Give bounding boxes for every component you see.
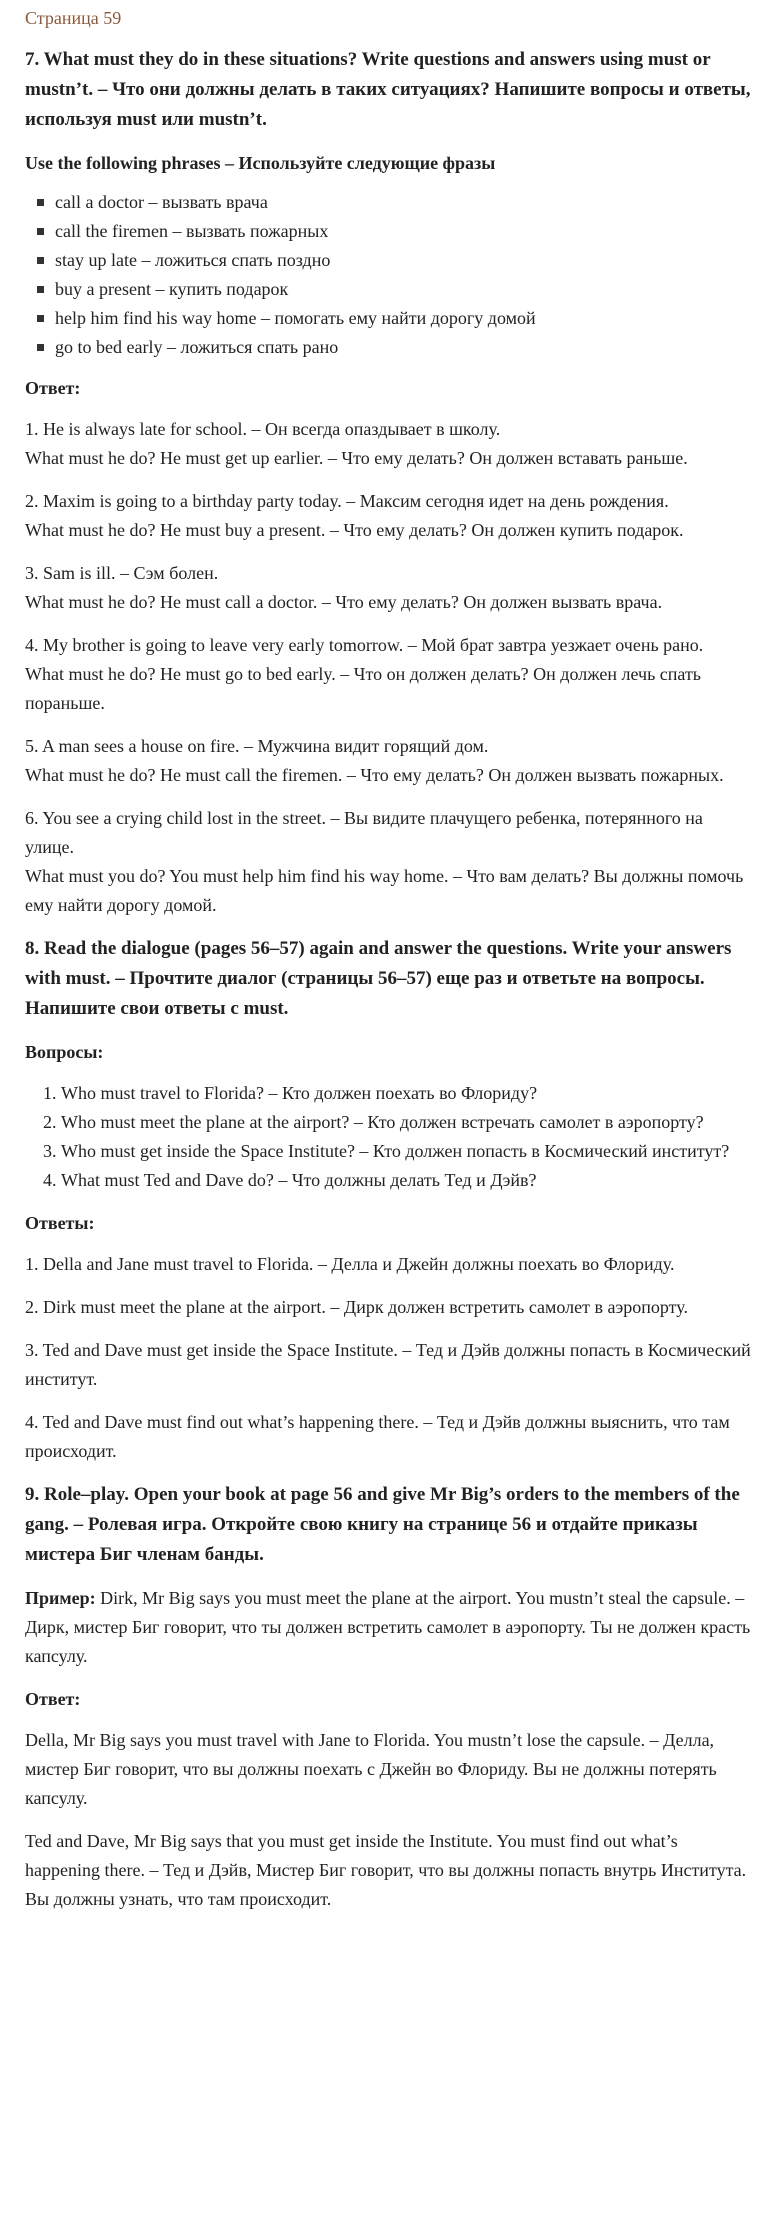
list-item: help him find his way home – помогать ему найти дорогу домой xyxy=(37,304,753,333)
list-item: 2. Who must meet the plane at the airport? – Кто должен встречать самолет в аэропорту? xyxy=(61,1108,753,1137)
answer-line: 4. My brother is going to leave very early tomorrow. – Мой брат завтра уезжает очень рано. xyxy=(25,635,704,655)
list-item: 4. What must Ted and Dave do? – Что должны делать Тед и Дэйв? xyxy=(61,1166,753,1195)
answer-label: Ответ: xyxy=(25,1689,81,1709)
list-item: call a doctor – вызвать врача xyxy=(37,188,753,217)
answer-paragraph: 4. Ted and Dave must find out what’s happening there. – Тед и Дэйв должны выяснить, что там происходит. xyxy=(25,1412,730,1461)
answer-paragraph: Ted and Dave, Mr Big says that you must get inside the Institute. You must find out what’s happening there. – Тед и Дэйв, Мистер Биг говорит, что вы должны попасть внутрь Института. Вы должны узнать, что там происходит. xyxy=(25,1831,747,1909)
answer-paragraph: 3. Ted and Dave must get inside the Space Institute. – Тед и Дэйв должны попасть в Космический институт. xyxy=(25,1340,751,1389)
task-9-heading: 9. Role–play. Open your book at page 56 and give Mr Big’s orders to the members of the gang. – Ролевая игра. Откройте свою книгу на странице 56 и отдайте приказы мистера Биг членам банды. xyxy=(25,1484,740,1565)
answer-line: 3. Sam is ill. – Сэм болен. xyxy=(25,563,219,583)
list-item: go to bed early – ложиться спать рано xyxy=(37,333,753,362)
answer-paragraph xyxy=(25,732,753,790)
answer-line: What must you do? You must help him find his way home. – Что вам делать? Вы должны помочь ему найти дорогу домой. xyxy=(25,866,744,915)
answer-line: What must he do? He must buy a present. – Что ему делать? Он должен купить подарок. xyxy=(25,520,684,540)
answer-line: 2. Maxim is going to a birthday party today. – Максим сегодня идет на день рождения. xyxy=(25,491,669,511)
phrases-list xyxy=(25,188,753,362)
page-number-label: Страница 59 xyxy=(25,8,122,28)
answer-paragraph: 1. Della and Jane must travel to Florida. – Делла и Джейн должны поехать во Флориду. xyxy=(25,1254,675,1274)
answer-paragraph xyxy=(25,487,753,545)
answer-line: What must he do? He must call a doctor. – Что ему делать? Он должен вызвать врача. xyxy=(25,592,663,612)
answer-paragraph xyxy=(25,631,753,718)
list-item: stay up late – ложиться спать поздно xyxy=(37,246,753,275)
list-item: 1. Who must travel to Florida? – Кто должен поехать во Флориду? xyxy=(61,1079,753,1108)
answer-line: 5. A man sees a house on fire. – Мужчина видит горящий дом. xyxy=(25,736,489,756)
page-content xyxy=(0,4,773,1914)
answer-line: 1. He is always late for school. – Он всегда опаздывает в школу. xyxy=(25,419,501,439)
list-item: buy a present – купить подарок xyxy=(37,275,753,304)
list-item: call the firemen – вызвать пожарных xyxy=(37,217,753,246)
answer-line: What must he do? He must call the firemen. – Что ему делать? Он должен вызвать пожарных. xyxy=(25,765,724,785)
answer-paragraph xyxy=(25,804,753,920)
answer-paragraph xyxy=(25,559,753,617)
task-7-heading: 7. What must they do in these situations? Write questions and answers using must or mustn’t. – Что они должны делать в таких ситуациях? Напишите вопросы и ответы, используя must или mustn’t. xyxy=(25,49,751,130)
answer-line: 6. You see a crying child lost in the street. – Вы видите плачущего ребенка, потерянного на улице. xyxy=(25,808,703,857)
example-text: Dirk, Mr Big says you must meet the plane at the airport. You mustn’t steal the capsule. – Дирк, мистер Биг говорит, что ты должен встретить самолет в аэропорту. Ты не должен красть капсулу. xyxy=(25,1588,751,1666)
example-label: Пример: xyxy=(25,1588,96,1608)
answer-paragraph xyxy=(25,415,753,473)
list-item: 3. Who must get inside the Space Institute? – Кто должен попасть в Космический институт? xyxy=(61,1137,753,1166)
answer-paragraph: 2. Dirk must meet the plane at the airport. – Дирк должен встретить самолет в аэропорту. xyxy=(25,1297,688,1317)
task-8-section xyxy=(25,934,753,1466)
questions-list xyxy=(25,1079,753,1195)
task-8-heading: 8. Read the dialogue (pages 56–57) again and answer the questions. Write your answers with must. – Прочтите диалог (страницы 56–57) еще раз и ответьте на вопросы. Напишите свои ответы с must. xyxy=(25,938,732,1019)
example-paragraph xyxy=(25,1584,753,1671)
task-7-section xyxy=(25,45,753,920)
questions-label: Вопросы: xyxy=(25,1042,104,1062)
answer-label: Ответ: xyxy=(25,378,81,398)
answer-line: What must he do? He must go to bed early. – Что он должен делать? Он должен лечь спать пораньше. xyxy=(25,664,702,713)
answer-line: What must he do? He must get up earlier. – Что ему делать? Он должен вставать раньше. xyxy=(25,448,688,468)
phrases-heading: Use the following phrases – Используйте следующие фразы xyxy=(25,153,496,173)
answer-paragraph: Della, Mr Big says you must travel with Jane to Florida. You mustn’t lose the capsule. – Делла, мистер Биг говорит, что вы должны поехать с Джейн во Флориду. Вы не должны потерять капсулу. xyxy=(25,1730,717,1808)
answers-label: Ответы: xyxy=(25,1213,95,1233)
task-9-section xyxy=(25,1480,753,1914)
